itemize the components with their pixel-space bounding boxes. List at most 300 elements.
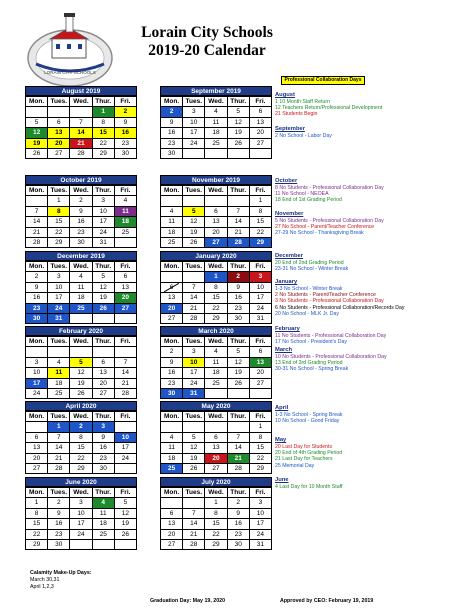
day-cell: 27 bbox=[205, 464, 227, 474]
day-cell: 4 bbox=[205, 347, 227, 357]
weekday-header: Tues. bbox=[48, 337, 70, 347]
day-cell bbox=[115, 347, 137, 357]
title-line-2: 2019-20 Calendar bbox=[148, 42, 266, 59]
weekday-header: Wed. bbox=[205, 262, 227, 272]
day-cell: 23 bbox=[228, 304, 250, 314]
legend-event: 5 No Students - Professional Collaboration Day bbox=[275, 218, 384, 224]
day-cell: 16 bbox=[93, 443, 115, 453]
day-cell: 4 bbox=[161, 433, 183, 443]
day-cell: 3 bbox=[48, 272, 70, 282]
day-cell: 30 bbox=[70, 238, 92, 248]
weekday-header: Fri. bbox=[250, 337, 272, 347]
day-cell: 14 bbox=[115, 368, 137, 378]
day-cell bbox=[115, 238, 137, 248]
day-cell: 19 bbox=[93, 293, 115, 303]
day-cell: 18 bbox=[70, 293, 92, 303]
day-cell: 2 bbox=[70, 422, 92, 432]
weekday-header: Mon. bbox=[161, 337, 183, 347]
month-grid bbox=[160, 487, 272, 550]
day-cell: 11 bbox=[205, 358, 227, 368]
day-cell: 3 bbox=[93, 422, 115, 432]
day-cell: 17 bbox=[48, 293, 70, 303]
day-cell: 7 bbox=[228, 433, 250, 443]
day-cell: 23 bbox=[48, 530, 70, 540]
day-cell bbox=[70, 347, 92, 357]
day-cell: 2 bbox=[228, 498, 250, 508]
legend-block bbox=[275, 477, 470, 490]
day-cell: 27 bbox=[250, 139, 272, 149]
day-cell: 6 bbox=[26, 433, 48, 443]
day-cell: 15 bbox=[93, 128, 115, 138]
day-cell: 28 bbox=[183, 314, 205, 324]
day-cell: 31 bbox=[48, 314, 70, 324]
month-title: May 2020 bbox=[160, 401, 272, 411]
day-cell: 2 bbox=[70, 196, 92, 206]
day-cell: 10 bbox=[26, 368, 48, 378]
day-cell bbox=[93, 347, 115, 357]
day-cell bbox=[26, 107, 48, 117]
day-cell bbox=[183, 272, 205, 282]
day-cell: 8 bbox=[205, 509, 227, 519]
day-cell bbox=[48, 347, 70, 357]
day-cell: 5 bbox=[228, 347, 250, 357]
makeup-date-1: March 30,31 bbox=[30, 577, 60, 583]
legend-month-heading: December bbox=[275, 253, 304, 259]
day-cell: 14 bbox=[183, 519, 205, 529]
weekday-header: Tues. bbox=[48, 488, 70, 498]
day-cell bbox=[26, 196, 48, 206]
month-title: January 2020 bbox=[160, 251, 272, 261]
month-title: December 2019 bbox=[25, 251, 137, 261]
day-cell: 24 bbox=[183, 379, 205, 389]
day-cell bbox=[183, 422, 205, 432]
graduation-day: Graduation Day: May 19, 2020 bbox=[150, 598, 226, 604]
day-cell: 28 bbox=[228, 238, 250, 248]
day-cell: 4 bbox=[48, 358, 70, 368]
day-cell: 9 bbox=[161, 118, 183, 128]
day-cell: 25 bbox=[205, 139, 227, 149]
legend-event: 1-3 No School - Winter Break bbox=[275, 286, 343, 292]
day-cell bbox=[205, 196, 227, 206]
day-cell: 12 bbox=[228, 118, 250, 128]
weekday-header: Mon. bbox=[26, 412, 48, 422]
weekday-header: Wed. bbox=[70, 412, 92, 422]
weekday-header: Mon. bbox=[26, 262, 48, 272]
day-cell: 9 bbox=[70, 207, 92, 217]
legend-month-heading: January bbox=[275, 279, 298, 285]
title-line-1: Lorain City Schools bbox=[141, 24, 273, 41]
legend-event: 21 Last Day for Teachers bbox=[275, 456, 333, 463]
legend-block bbox=[275, 405, 470, 424]
day-cell: 5 bbox=[70, 358, 92, 368]
day-cell: 3 bbox=[250, 498, 272, 508]
legend-event: 1-3 No School - Spring Break bbox=[275, 412, 343, 418]
day-cell: 29 bbox=[250, 238, 272, 248]
day-cell: 5 bbox=[228, 107, 250, 117]
day-cell: 28 bbox=[228, 464, 250, 474]
legend-month-heading: November bbox=[275, 211, 304, 217]
day-cell: 2 bbox=[26, 272, 48, 282]
day-cell: 10 bbox=[70, 509, 92, 519]
weekday-header: Thur. bbox=[228, 488, 250, 498]
day-cell: 18 bbox=[205, 368, 227, 378]
month-grid bbox=[25, 185, 137, 248]
day-cell: 6 bbox=[93, 358, 115, 368]
day-cell: 20 bbox=[161, 304, 183, 314]
day-cell: 12 bbox=[183, 217, 205, 227]
day-cell: 23 bbox=[161, 379, 183, 389]
day-cell: 7 bbox=[115, 358, 137, 368]
month-calendar bbox=[160, 326, 272, 399]
month-grid bbox=[160, 336, 272, 399]
month-grid bbox=[25, 487, 137, 550]
day-cell: 15 bbox=[205, 293, 227, 303]
legend-event: 11 No Students - Professional Collaboration Day bbox=[275, 333, 387, 339]
weekday-header: Mon. bbox=[26, 97, 48, 107]
legend-event: 8 No Students - Professional Collaboration Day bbox=[275, 185, 384, 191]
day-cell bbox=[70, 540, 92, 550]
day-cell: 25 bbox=[161, 464, 183, 474]
day-cell: 13 bbox=[161, 519, 183, 529]
day-cell: 16 bbox=[115, 128, 137, 138]
day-cell: 19 bbox=[228, 368, 250, 378]
day-cell: 18 bbox=[115, 217, 137, 227]
day-cell: 24 bbox=[183, 139, 205, 149]
day-cell: 13 bbox=[205, 443, 227, 453]
day-cell: 8 bbox=[70, 433, 92, 443]
makeup-title: Calamity Make-Up Days: bbox=[30, 570, 92, 576]
day-cell: 20 bbox=[250, 368, 272, 378]
legend-block bbox=[275, 347, 470, 373]
collaboration-days-key: Professional Collaboration Days bbox=[281, 76, 365, 85]
month-grid bbox=[160, 261, 272, 324]
legend-event: 21 Students Begin bbox=[275, 111, 318, 118]
day-cell: 26 bbox=[183, 464, 205, 474]
month-calendar bbox=[25, 251, 137, 324]
day-cell: 10 bbox=[93, 207, 115, 217]
day-cell: 7 bbox=[70, 118, 92, 128]
day-cell bbox=[115, 464, 137, 474]
month-calendar bbox=[25, 401, 137, 474]
day-cell: 1 bbox=[205, 498, 227, 508]
weekday-header: Fri. bbox=[250, 97, 272, 107]
weekday-header: Thur. bbox=[228, 186, 250, 196]
day-cell: 1 bbox=[205, 272, 227, 282]
day-cell: 27 bbox=[115, 304, 137, 314]
legend-month-heading: February bbox=[275, 326, 300, 332]
day-cell bbox=[228, 422, 250, 432]
day-cell: 28 bbox=[26, 238, 48, 248]
legend-event: 30-31 No School - Spring Break bbox=[275, 366, 349, 373]
day-cell: 6 bbox=[115, 272, 137, 282]
weekday-header: Mon. bbox=[26, 488, 48, 498]
legend-month-heading: March bbox=[275, 347, 293, 353]
day-cell: 20 bbox=[115, 293, 137, 303]
month-calendar bbox=[25, 175, 137, 248]
day-cell: 1 bbox=[26, 498, 48, 508]
weekday-header: Thur. bbox=[93, 337, 115, 347]
month-title: February 2020 bbox=[25, 326, 137, 336]
day-cell: 24 bbox=[115, 454, 137, 464]
day-cell bbox=[115, 422, 137, 432]
day-cell: 22 bbox=[250, 454, 272, 464]
weekday-header: Thur. bbox=[93, 488, 115, 498]
day-cell: 1 bbox=[250, 196, 272, 206]
day-cell: 21 bbox=[115, 379, 137, 389]
day-cell: 27 bbox=[205, 238, 227, 248]
day-cell: 12 bbox=[70, 368, 92, 378]
weekday-header: Fri. bbox=[115, 262, 137, 272]
day-cell: 26 bbox=[115, 530, 137, 540]
day-cell: 18 bbox=[93, 519, 115, 529]
day-cell: 27 bbox=[48, 149, 70, 159]
day-cell: 14 bbox=[228, 443, 250, 453]
month-title: September 2019 bbox=[160, 86, 272, 96]
day-cell: 6 bbox=[250, 347, 272, 357]
day-cell: 20 bbox=[93, 379, 115, 389]
day-cell: 17 bbox=[183, 368, 205, 378]
day-cell: 15 bbox=[26, 519, 48, 529]
day-cell: 27 bbox=[250, 379, 272, 389]
day-cell: 15 bbox=[70, 443, 92, 453]
day-cell: 22 bbox=[48, 228, 70, 238]
day-cell: 21 bbox=[26, 228, 48, 238]
day-cell: 2 bbox=[228, 272, 250, 282]
day-cell: 19 bbox=[115, 519, 137, 529]
weekday-header: Thur. bbox=[228, 337, 250, 347]
month-calendar bbox=[160, 477, 272, 550]
approval-date: Approved by CEO: February 19, 2019 bbox=[280, 598, 374, 604]
day-cell: 29 bbox=[26, 540, 48, 550]
weekday-header: Fri. bbox=[115, 488, 137, 498]
day-cell: 26 bbox=[228, 139, 250, 149]
day-cell: 12 bbox=[228, 358, 250, 368]
day-cell: 6 bbox=[161, 509, 183, 519]
day-cell bbox=[228, 149, 250, 159]
day-cell: 11 bbox=[93, 509, 115, 519]
day-cell: 22 bbox=[93, 139, 115, 149]
day-cell: 9 bbox=[93, 433, 115, 443]
weekday-header: Mon. bbox=[161, 97, 183, 107]
day-cell: 2 bbox=[161, 107, 183, 117]
day-cell: 17 bbox=[183, 128, 205, 138]
legend-block bbox=[275, 211, 470, 237]
month-grid bbox=[25, 96, 137, 159]
month-calendar bbox=[25, 86, 137, 159]
makeup-days bbox=[30, 570, 92, 591]
legend-month-heading: October bbox=[275, 178, 298, 184]
month-calendar bbox=[160, 251, 272, 324]
day-cell: 2 bbox=[48, 498, 70, 508]
legend-event: 18 End of 1st Grading Period bbox=[275, 197, 342, 204]
day-cell: 22 bbox=[205, 304, 227, 314]
day-cell: 31 bbox=[250, 314, 272, 324]
day-cell: 20 bbox=[48, 139, 70, 149]
day-cell: 20 bbox=[205, 228, 227, 238]
day-cell bbox=[161, 422, 183, 432]
month-calendar bbox=[25, 477, 137, 550]
day-cell: 16 bbox=[70, 217, 92, 227]
day-cell: 12 bbox=[115, 509, 137, 519]
day-cell bbox=[161, 272, 183, 282]
legend-block bbox=[275, 178, 470, 204]
legend-event: 13 End of 3rd Grading Period bbox=[275, 360, 343, 367]
day-cell bbox=[161, 498, 183, 508]
day-cell bbox=[205, 389, 227, 399]
day-cell: 4 bbox=[161, 207, 183, 217]
day-cell: 13 bbox=[161, 293, 183, 303]
day-cell: 17 bbox=[250, 519, 272, 529]
day-cell: 14 bbox=[228, 217, 250, 227]
day-cell: 27 bbox=[93, 389, 115, 399]
day-cell: 11 bbox=[161, 443, 183, 453]
day-cell bbox=[48, 107, 70, 117]
month-title: April 2020 bbox=[25, 401, 137, 411]
district-logo bbox=[24, 8, 116, 90]
day-cell: 26 bbox=[93, 304, 115, 314]
day-cell: 29 bbox=[250, 464, 272, 474]
day-cell: 24 bbox=[93, 228, 115, 238]
day-cell: 17 bbox=[26, 379, 48, 389]
weekday-header: Mon. bbox=[26, 337, 48, 347]
day-cell: 9 bbox=[115, 118, 137, 128]
day-cell: 20 bbox=[205, 454, 227, 464]
day-cell: 17 bbox=[70, 519, 92, 529]
month-grid bbox=[160, 185, 272, 248]
day-cell: 24 bbox=[250, 530, 272, 540]
day-cell: 29 bbox=[48, 238, 70, 248]
day-cell: 4 bbox=[93, 498, 115, 508]
day-cell: 5 bbox=[183, 433, 205, 443]
day-cell: 10 bbox=[115, 433, 137, 443]
weekday-header: Wed. bbox=[205, 97, 227, 107]
day-cell: 9 bbox=[26, 283, 48, 293]
weekday-header: Thur. bbox=[228, 412, 250, 422]
weekday-header: Tues. bbox=[183, 488, 205, 498]
makeup-date-2: April 1,2,3 bbox=[30, 584, 54, 590]
day-cell: 6 bbox=[205, 207, 227, 217]
day-cell: 6 bbox=[48, 118, 70, 128]
day-cell bbox=[250, 389, 272, 399]
day-cell: 7 bbox=[228, 207, 250, 217]
day-cell: 13 bbox=[93, 368, 115, 378]
day-cell: 11 bbox=[205, 118, 227, 128]
legend-month-heading: April bbox=[275, 405, 289, 411]
day-cell: 23 bbox=[115, 139, 137, 149]
day-cell: 7 bbox=[48, 433, 70, 443]
day-cell: 30 bbox=[228, 314, 250, 324]
legend-block bbox=[275, 126, 470, 139]
legend-event: 10 No Students - Professional Collaboration Day bbox=[275, 354, 387, 360]
day-cell: 29 bbox=[205, 540, 227, 550]
day-cell: 11 bbox=[70, 283, 92, 293]
legend-event: 6 No Students - Professional Collaboration/Records Day bbox=[275, 304, 405, 311]
day-cell: 24 bbox=[26, 389, 48, 399]
legend-event: 3 No Students - Professional Collaboration Day bbox=[275, 298, 384, 305]
weekday-header: Fri. bbox=[250, 412, 272, 422]
day-cell: 3 bbox=[250, 272, 272, 282]
day-cell: 24 bbox=[48, 304, 70, 314]
weekday-header: Thur. bbox=[228, 97, 250, 107]
day-cell: 23 bbox=[93, 454, 115, 464]
legend-event: 20 No School - MLK Jr. Day bbox=[275, 310, 340, 317]
day-cell: 30 bbox=[26, 314, 48, 324]
month-title: July 2020 bbox=[160, 477, 272, 487]
day-cell: 30 bbox=[228, 540, 250, 550]
day-cell: 10 bbox=[48, 283, 70, 293]
weekday-header: Mon. bbox=[161, 488, 183, 498]
weekday-header: Tues. bbox=[183, 262, 205, 272]
day-cell: 8 bbox=[250, 433, 272, 443]
month-grid bbox=[160, 411, 272, 474]
day-cell: 26 bbox=[183, 238, 205, 248]
day-cell: 16 bbox=[228, 293, 250, 303]
month-calendar bbox=[160, 86, 272, 159]
day-cell: 17 bbox=[115, 443, 137, 453]
weekday-header: Tues. bbox=[48, 412, 70, 422]
day-cell: 16 bbox=[161, 368, 183, 378]
day-cell: 31 bbox=[93, 238, 115, 248]
day-cell: 8 bbox=[48, 207, 70, 217]
weekday-header: Fri. bbox=[115, 412, 137, 422]
day-cell: 5 bbox=[93, 272, 115, 282]
day-cell bbox=[205, 149, 227, 159]
day-cell: 21 bbox=[183, 304, 205, 314]
day-cell: 9 bbox=[161, 358, 183, 368]
day-cell bbox=[70, 107, 92, 117]
legend-event: 20 End of 4th Grading Period bbox=[275, 450, 343, 457]
weekday-header: Fri. bbox=[115, 97, 137, 107]
day-cell: 31 bbox=[250, 540, 272, 550]
weekday-header: Thur. bbox=[93, 97, 115, 107]
day-cell: 9 bbox=[48, 509, 70, 519]
legend-event: 20 End of 2nd Grading Period bbox=[275, 260, 344, 266]
day-cell: 6 bbox=[161, 283, 183, 293]
month-calendar bbox=[160, 175, 272, 248]
weekday-header: Mon. bbox=[161, 262, 183, 272]
day-cell: 28 bbox=[115, 389, 137, 399]
day-cell: 13 bbox=[48, 128, 70, 138]
day-cell: 20 bbox=[26, 454, 48, 464]
day-cell bbox=[228, 389, 250, 399]
day-cell: 3 bbox=[93, 196, 115, 206]
day-cell: 25 bbox=[161, 238, 183, 248]
day-cell: 23 bbox=[26, 304, 48, 314]
legend-month-heading: August bbox=[275, 92, 295, 98]
day-cell: 5 bbox=[183, 207, 205, 217]
day-cell: 17 bbox=[93, 217, 115, 227]
day-cell: 5 bbox=[115, 498, 137, 508]
day-cell bbox=[205, 422, 227, 432]
day-cell: 22 bbox=[70, 454, 92, 464]
weekday-header: Wed. bbox=[70, 337, 92, 347]
day-cell: 26 bbox=[70, 389, 92, 399]
legend-event: 20 Last Day for Students bbox=[275, 444, 333, 450]
day-cell: 28 bbox=[70, 149, 92, 159]
day-cell: 31 bbox=[183, 389, 205, 399]
weekday-header: Fri. bbox=[250, 186, 272, 196]
weekday-header: Fri. bbox=[250, 488, 272, 498]
legend-event: 27-29 No School - Thanksgiving Break bbox=[275, 230, 364, 237]
day-cell: 3 bbox=[26, 358, 48, 368]
day-cell: 9 bbox=[228, 283, 250, 293]
month-calendar bbox=[25, 326, 137, 399]
day-cell: 13 bbox=[250, 358, 272, 368]
day-cell: 29 bbox=[93, 149, 115, 159]
day-cell: 5 bbox=[26, 118, 48, 128]
day-cell: 1 bbox=[48, 422, 70, 432]
day-cell: 18 bbox=[161, 454, 183, 464]
